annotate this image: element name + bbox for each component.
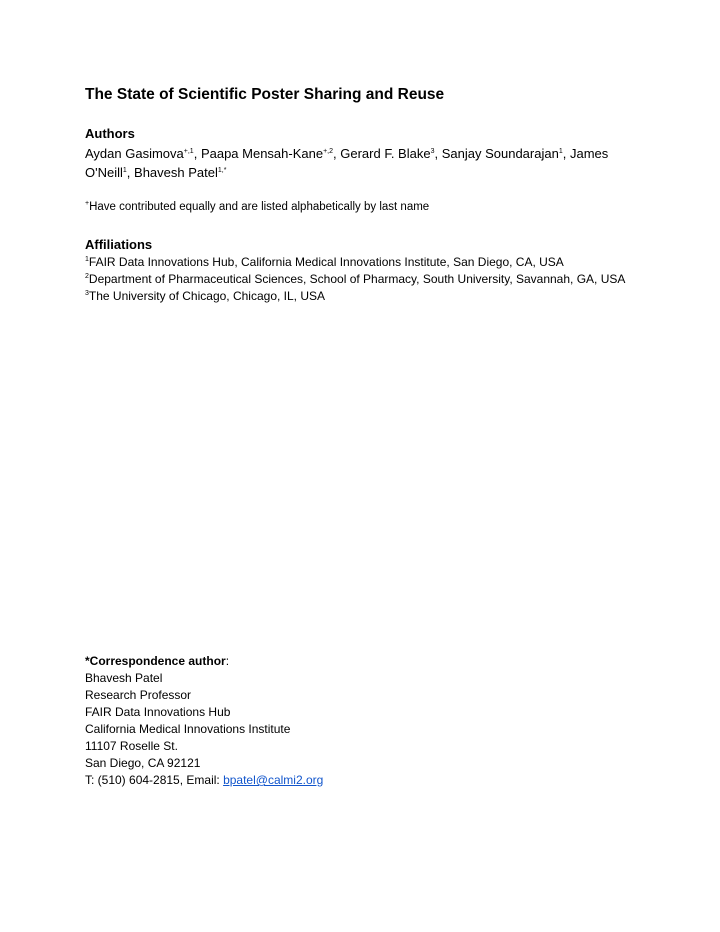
note-marker: + (85, 200, 90, 207)
affiliation-number: 1 (85, 256, 89, 263)
note-text: Have contributed equally and are listed alphabetically by last name (89, 201, 430, 213)
author-affiliation-marker: +,2 (323, 148, 334, 155)
author (442, 146, 570, 161)
correspondence-organization: FAIR Data Innovations Hub (85, 705, 231, 719)
author (85, 146, 201, 161)
author-separator: , (434, 146, 442, 161)
author-name: Sanjay Soundarajan (441, 146, 559, 161)
author-separator: , (333, 146, 341, 161)
affiliation-item (85, 254, 645, 271)
author-affiliation-marker: 1 (558, 148, 563, 155)
author-list (85, 144, 645, 182)
correspondence-heading (85, 653, 323, 670)
affiliation-text: FAIR Data Innovations Hub, California Medical Innovations Institute, San Diego, CA, USA (88, 255, 564, 269)
affiliation-list (85, 254, 645, 305)
correspondence-city: San Diego, CA 92121 (85, 756, 201, 770)
correspondence-name: Bhavesh Patel (85, 671, 163, 685)
author (340, 146, 441, 161)
affiliation-item (85, 288, 645, 305)
author-separator: , (562, 146, 570, 161)
authors-heading: Authors (85, 126, 135, 141)
contact-phone-prefix: T: (510) 604-2815, Email: (85, 773, 224, 787)
author-affiliation-marker: +,1 (183, 148, 194, 155)
author-name: Bhavesh Patel (134, 165, 218, 180)
correspondence-label: *Correspondence author (85, 654, 226, 668)
correspondence-position: Research Professor (85, 688, 192, 702)
author-name: Gerard F. Blake (340, 146, 431, 161)
paper-title: The State of Scientific Poster Sharing and Reuse (85, 86, 445, 103)
author-affiliation-marker: 1,* (217, 167, 227, 174)
correspondence-institute: California Medical Innovations Institute (85, 722, 291, 736)
author-separator: , (193, 146, 201, 161)
correspondence-colon: : (225, 654, 230, 668)
author-name: Aydan Gasimova (85, 146, 184, 161)
author-name: James O'Neill (85, 146, 609, 180)
affiliations-heading: Affiliations (85, 237, 153, 252)
affiliation-number: 2 (85, 273, 89, 280)
author-separator: , (126, 165, 135, 180)
author-affiliation-marker: 1 (122, 167, 127, 174)
equal-contribution-note (85, 201, 429, 213)
affiliation-number: 3 (85, 290, 89, 297)
affiliation-text: Department of Pharmaceutical Sciences, School of Pharmacy, South University, Savannah, GA, USA (88, 272, 626, 286)
author (201, 146, 340, 161)
correspondence-block (85, 653, 323, 789)
correspondence-street: 11107 Roselle St. (85, 739, 178, 753)
author-name: Paapa Mensah-Kane (200, 146, 324, 161)
author (134, 165, 226, 180)
author-affiliation-marker: 3 (430, 148, 435, 155)
correspondence-contact (85, 772, 323, 789)
email-link[interactable]: bpatel@calmi2.org (223, 773, 324, 787)
affiliation-text: The University of Chicago, Chicago, IL, USA (88, 289, 326, 303)
affiliation-item (85, 271, 645, 288)
